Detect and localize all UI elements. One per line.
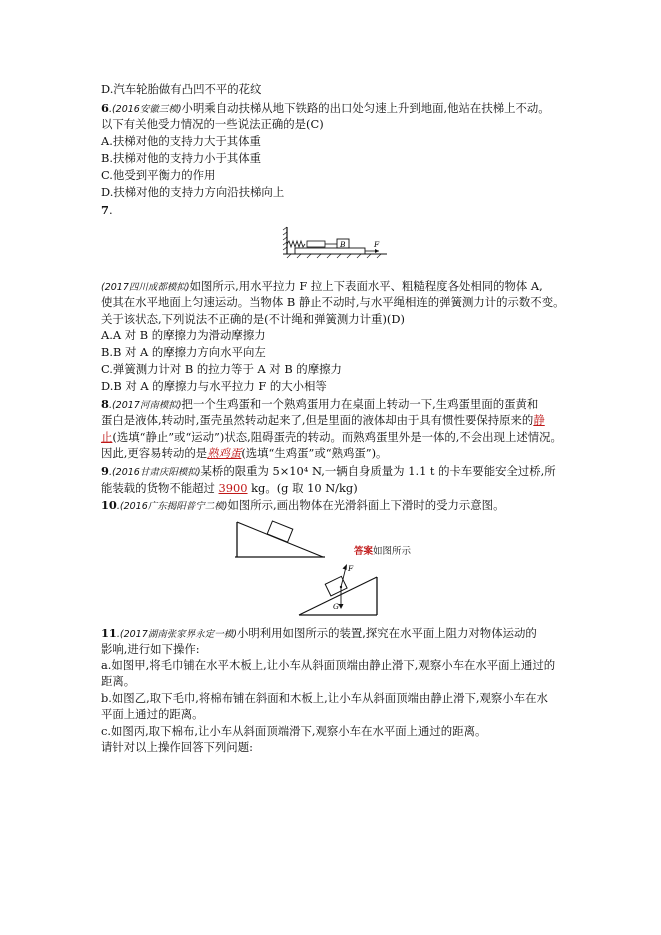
figure-7-label-f: F	[374, 240, 380, 249]
question-source: .(2016安徽三模)	[108, 104, 182, 115]
question-number: 8	[101, 397, 109, 411]
question-7-option-c: C.弹簧测力计对 B 的拉力等于 A 对 B 的摩擦力	[101, 362, 342, 376]
figure-10-answer-caption	[354, 543, 411, 557]
question-8-stem-4	[101, 446, 387, 461]
question-number: 11	[101, 626, 117, 640]
question-source: .(2017河南模拟)	[108, 400, 182, 411]
question-number: 6	[101, 101, 109, 115]
question-6-stem	[101, 101, 550, 117]
question-text: 如图所示,画出物体在光滑斜面上下滑时的受力示意图。	[227, 498, 505, 512]
figure-10-label-f: F	[348, 564, 354, 573]
question-8-stem	[101, 397, 538, 413]
question-number: 9	[101, 464, 109, 478]
question-7-option-b: B.B 对 A 的摩擦力方向水平向左	[101, 345, 266, 359]
question-text: 因此,更容易转动的是	[101, 446, 208, 460]
question-10-stem	[101, 498, 504, 514]
question-11-step-b: b.如图乙,取下毛巾,将棉布铺在斜面和木板上,让小车从斜面顶端由静止滑下,观察小车在水	[101, 691, 548, 705]
question-9-stem	[101, 464, 556, 480]
question-text: 蛋白是液体,转动时,蛋壳虽然转动起来了,但是里面的液体却由于具有惯性要保持原来的	[101, 413, 534, 427]
question-text: 能装载的货物不能超过	[101, 481, 219, 495]
question-11-step-a: a.如图甲,将毛巾铺在水平木板上,让小车从斜面顶端由静止滑下,观察小车在水平面上通过的	[101, 658, 556, 672]
question-number: 7	[101, 203, 109, 217]
answer-blank: 3900	[218, 481, 248, 495]
question-7-stem-2: 使其在水平地面上匀速运动。当物体 B 静止不动时,与水平绳相连的弹簧测力计的示数不变。	[101, 295, 565, 309]
question-text: kg。(g 取 10 N/kg)	[247, 481, 358, 495]
question-8-stem-2	[101, 413, 545, 428]
answer-label: 答案	[354, 546, 374, 557]
figure-10-label-g: G	[333, 602, 339, 611]
question-7-number	[101, 203, 113, 218]
option-d-q5: D.汽车轮胎做有凸凹不平的花纹	[101, 82, 262, 96]
answer-blank: 静	[533, 413, 545, 427]
question-11-stem	[101, 626, 537, 642]
question-7-stem-3: 关于该状态,下列说法不正确的是(不计绳和弹簧测力计重)(D)	[101, 312, 405, 326]
question-source: .(2017湖南张家界永定一模)	[116, 629, 237, 640]
question-11-step-c: c.如图丙,取下棉布,让小车从斜面顶端滑下,观察小车在水平面上通过的距离。	[101, 724, 487, 738]
question-text: 把一个生鸡蛋和一个熟鸡蛋用力在桌面上转动一下,生鸡蛋里面的蛋黄和	[181, 397, 539, 411]
question-11-step-a-2: 距离。	[101, 674, 136, 688]
question-6-stem-2: 以下有关他受力情况的一些说法正确的是(C)	[101, 117, 324, 131]
question-7-stem	[101, 279, 543, 295]
question-7-option-a: A.A 对 B 的摩擦力为滑动摩擦力	[101, 328, 266, 342]
figure-7-label-b: B	[340, 240, 346, 249]
question-7-option-d: D.B 对 A 的摩擦力与水平拉力 F 的大小相等	[101, 379, 327, 393]
question-8-stem-3	[101, 430, 562, 445]
question-text: (选填“静止”或“运动”)状态,阻碍蛋壳的转动。而熟鸡蛋里外是一体的,不会出现上述情况。	[112, 430, 562, 444]
question-text: (选填“生鸡蛋”或“熟鸡蛋”)。	[241, 446, 388, 460]
question-text: 某桥的限重为 5×10⁴ N,一辆自身质量为 1.1 t 的卡车要能安全过桥,所	[200, 464, 556, 478]
question-11-step-b-2: 平面上通过的距离。	[101, 707, 204, 721]
question-text: 小明利用如图所示的装置,探究在水平面上阻力对物体运动的	[236, 626, 537, 640]
question-11-stem-2: 影响,进行如下操作:	[101, 642, 200, 656]
question-source: .(2016广东揭阳普宁二模)	[116, 501, 228, 512]
question-6-option-c: C.他受到平衡力的作用	[101, 168, 216, 182]
question-source: (2017四川成都模拟)	[101, 282, 190, 293]
question-11-prompt: 请针对以上操作回答下列问题:	[101, 740, 253, 754]
question-6-option-d: D.扶梯对他的支持力方向沿扶梯向上	[101, 185, 285, 199]
question-6-option-b: B.扶梯对他的支持力小于其体重	[101, 151, 262, 165]
answer-blank: 止	[101, 430, 113, 444]
question-6-option-a: A.扶梯对他的支持力大于其体重	[101, 134, 261, 148]
question-text: 小明乘自动扶梯从地下铁路的出口处匀速上升到地面,他站在扶梯上不动。	[181, 101, 550, 115]
figure-10-answer-diagram	[297, 559, 379, 617]
answer-blank: 熟鸡蛋	[207, 446, 242, 460]
question-text: 如图所示,用水平拉力 F 拉上下表面水平、粗糙程度各处相同的物体 A,	[189, 279, 543, 293]
figure-10-incline	[235, 517, 325, 559]
question-source: .(2016甘肃庆阳模拟)	[108, 467, 201, 478]
question-9-stem-2	[101, 481, 358, 496]
question-number-dot: .	[108, 203, 113, 217]
figure-7-diagram	[283, 225, 388, 270]
caption-text: 如图所示	[373, 546, 412, 557]
question-number: 10	[101, 498, 117, 512]
